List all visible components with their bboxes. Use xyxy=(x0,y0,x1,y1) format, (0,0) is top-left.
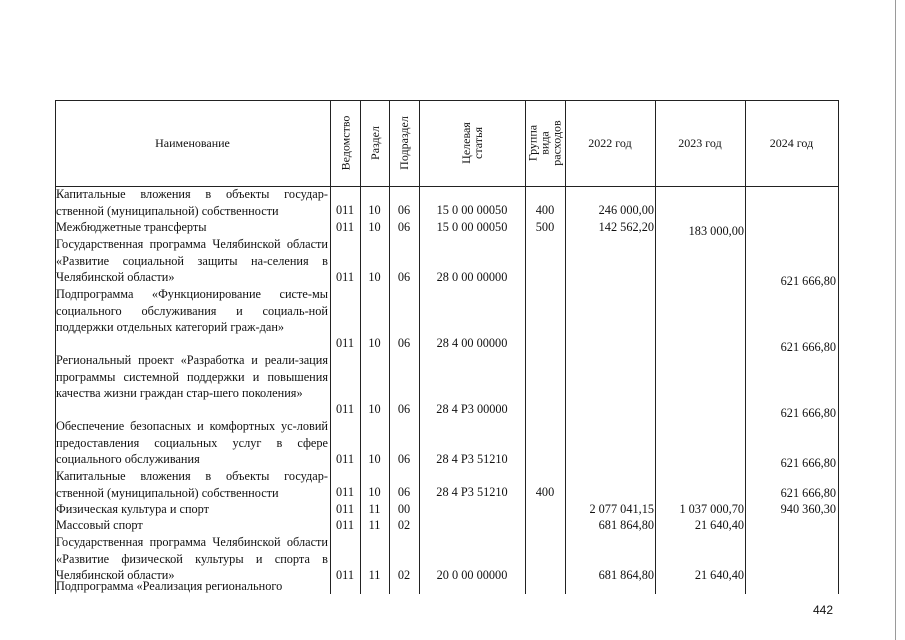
cell-year-2024: 621 666,80 xyxy=(780,486,836,500)
row-name: Подпрограмма «Функционирование систе-мы социального обслуживания и социаль-ной поддержки отдельных категорий граж-дан» xyxy=(56,287,328,335)
table-border-right xyxy=(838,100,839,594)
cell-section: 11 xyxy=(368,518,381,532)
cell-group: 400 xyxy=(535,203,555,217)
cell-year-2022: 142 562,20 xyxy=(598,220,654,234)
cell-section: 10 xyxy=(368,402,381,416)
cell-section: 10 xyxy=(368,452,381,466)
page-number: 442 xyxy=(813,603,834,617)
cell-year-2022: 2 077 041,15 xyxy=(589,502,654,516)
cell-dept: 011 xyxy=(336,336,354,350)
cell-year-2023: 21 640,40 xyxy=(694,568,744,582)
cell-dept: 011 xyxy=(336,452,354,466)
cell-year-2024: 621 666,80 xyxy=(780,340,836,354)
header-2022: 2022 год xyxy=(588,135,632,150)
cell-year-2023: 21 640,40 xyxy=(694,518,744,532)
cell-article: 15 0 00 00050 xyxy=(436,220,508,234)
cell-year-2022: 246 000,00 xyxy=(598,203,654,217)
row-name: Массовый спорт xyxy=(56,518,143,532)
cell-year-2024: 621 666,80 xyxy=(780,274,836,288)
cell-subsection: 06 xyxy=(397,220,411,234)
cell-dept: 011 xyxy=(336,502,354,516)
row-name: Капитальные вложения в объекты государ-ственной (муниципальной) собственности xyxy=(56,187,328,218)
cell-group: 400 xyxy=(535,485,555,499)
cell-dept: 011 xyxy=(336,568,354,582)
row-name: Подпрограмма «Реализация регионального xyxy=(56,579,283,593)
cell-section: 10 xyxy=(368,270,381,284)
row-name: Капитальные вложения в объекты государ-ственной (муниципальной) собственности xyxy=(56,469,328,500)
cell-section: 11 xyxy=(368,502,381,516)
cell-year-2024: 621 666,80 xyxy=(780,456,836,470)
header-name: Наименование xyxy=(155,135,230,150)
row-name: Межбюджетные трансферты xyxy=(56,220,207,234)
cell-article: 28 4 P3 00000 xyxy=(436,402,508,416)
cell-section: 10 xyxy=(368,485,381,499)
cell-article: 28 4 00 00000 xyxy=(436,336,508,350)
row-name: Физическая культура и спорт xyxy=(56,502,210,516)
scan-edge-line xyxy=(895,0,896,640)
cell-subsection: 00 xyxy=(397,502,411,516)
cell-dept: 011 xyxy=(336,518,354,532)
cell-year-2022: 681 864,80 xyxy=(598,568,654,582)
row-name: Государственная программа Челябинской области «Развитие социальной защиты на-селения в Челябинской области» xyxy=(56,237,328,285)
header-target-article: Целевая статья xyxy=(459,122,485,164)
header-2024: 2024 год xyxy=(769,135,814,150)
cell-subsection: 02 xyxy=(397,518,411,532)
header-dept: Ведомство xyxy=(338,115,353,171)
cell-subsection: 06 xyxy=(397,270,411,284)
row-name: Региональный проект «Разработка и реали-зация программы системной поддержки и повышения качества жизни граждан стар-шего поколения» xyxy=(56,353,328,401)
cell-article: 28 0 00 00000 xyxy=(436,270,508,284)
budget-table xyxy=(55,100,839,594)
cell-dept: 011 xyxy=(336,220,354,234)
cell-article: 15 0 00 00050 xyxy=(436,203,508,217)
row-name: Обеспечение безопасных и комфортных ус-ловий предоставления социальных услуг в сфере социального обслуживания xyxy=(56,419,328,467)
cell-subsection: 06 xyxy=(397,336,411,350)
cell-section: 10 xyxy=(368,336,381,350)
cell-subsection: 06 xyxy=(397,402,411,416)
header-expense-group: Группа вида расходов xyxy=(526,120,564,166)
cell-section: 11 xyxy=(368,568,381,582)
cell-year-2023: 1 037 000,70 xyxy=(679,502,744,516)
header-2023: 2023 год xyxy=(678,135,722,150)
cell-dept: 011 xyxy=(336,485,354,499)
cell-year-2022: 681 864,80 xyxy=(598,518,654,532)
header-section: Раздел xyxy=(367,126,382,160)
cell-subsection: 02 xyxy=(397,568,411,582)
cell-dept: 011 xyxy=(336,270,354,284)
cell-subsection: 06 xyxy=(397,452,411,466)
cell-subsection: 06 xyxy=(397,203,411,217)
cell-dept: 011 xyxy=(336,402,354,416)
cell-section: 10 xyxy=(368,220,381,234)
cell-year-2023: 183 000,00 xyxy=(688,224,744,238)
cell-year-2024: 621 666,80 xyxy=(780,406,836,420)
cell-dept: 011 xyxy=(336,203,354,217)
cell-group: 500 xyxy=(535,220,555,234)
cell-article: 28 4 P3 51210 xyxy=(436,452,508,466)
cell-article: 28 4 P3 51210 xyxy=(436,485,508,499)
cell-year-2024: 940 360,30 xyxy=(780,502,836,516)
cell-article: 20 0 00 00000 xyxy=(436,568,508,582)
cell-subsection: 06 xyxy=(397,485,411,499)
row-name: Государственная программа Челябинской области «Развитие физической культуры и спорта в Челябинской области» xyxy=(56,535,328,583)
header-subsection: Подраздел xyxy=(397,116,412,170)
cell-section: 10 xyxy=(368,203,381,217)
